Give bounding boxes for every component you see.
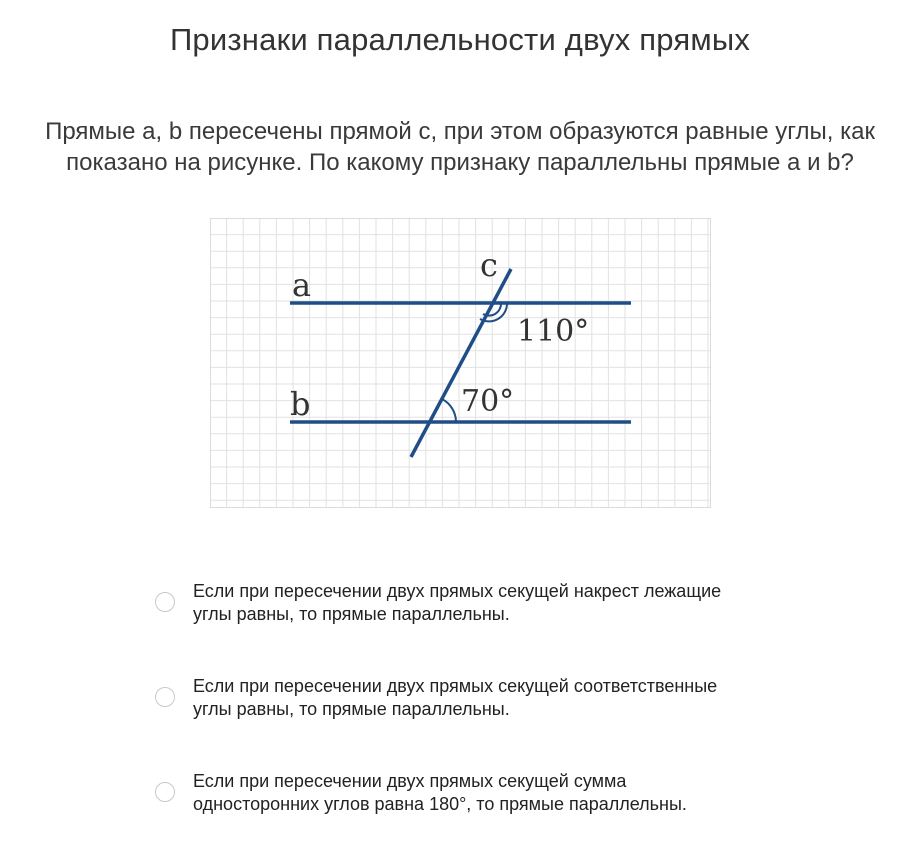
radio-button[interactable]	[155, 592, 175, 612]
label-line-c: c	[480, 246, 498, 284]
label-line-a: a	[292, 266, 312, 304]
radio-button[interactable]	[155, 687, 175, 707]
question-text: Прямые a, b пересечены прямой c, при этом образуются равные углы, как показано на рисунке. По какому признаку параллельны прямые a и b?	[45, 118, 875, 176]
answer-option-label: Если при пересечении двух прямых секущей соответственные углы равны, то прямые параллельны.	[193, 676, 718, 719]
page-title: Признаки параллельности двух прямых	[169, 22, 751, 57]
answer-option-label: Если при пересечении двух прямых секущей сумма односторонних углов равна 180°, то прямые параллельны.	[193, 771, 687, 814]
label-line-b: b	[290, 385, 311, 423]
label-angle-110: 110°	[517, 314, 590, 349]
geometry-figure	[210, 218, 711, 508]
radio-button[interactable]	[155, 782, 175, 802]
parallel-lines-diagram	[210, 218, 711, 508]
answer-option-2[interactable]	[155, 675, 855, 721]
angle-arc-70	[442, 399, 456, 422]
answer-option-3[interactable]	[155, 770, 855, 816]
label-angle-70: 70°	[461, 384, 515, 419]
answer-option-1[interactable]	[155, 580, 855, 626]
answer-option-label: Если при пересечении двух прямых секущей накрест лежащие углы равны, то прямые параллельны.	[193, 581, 722, 624]
